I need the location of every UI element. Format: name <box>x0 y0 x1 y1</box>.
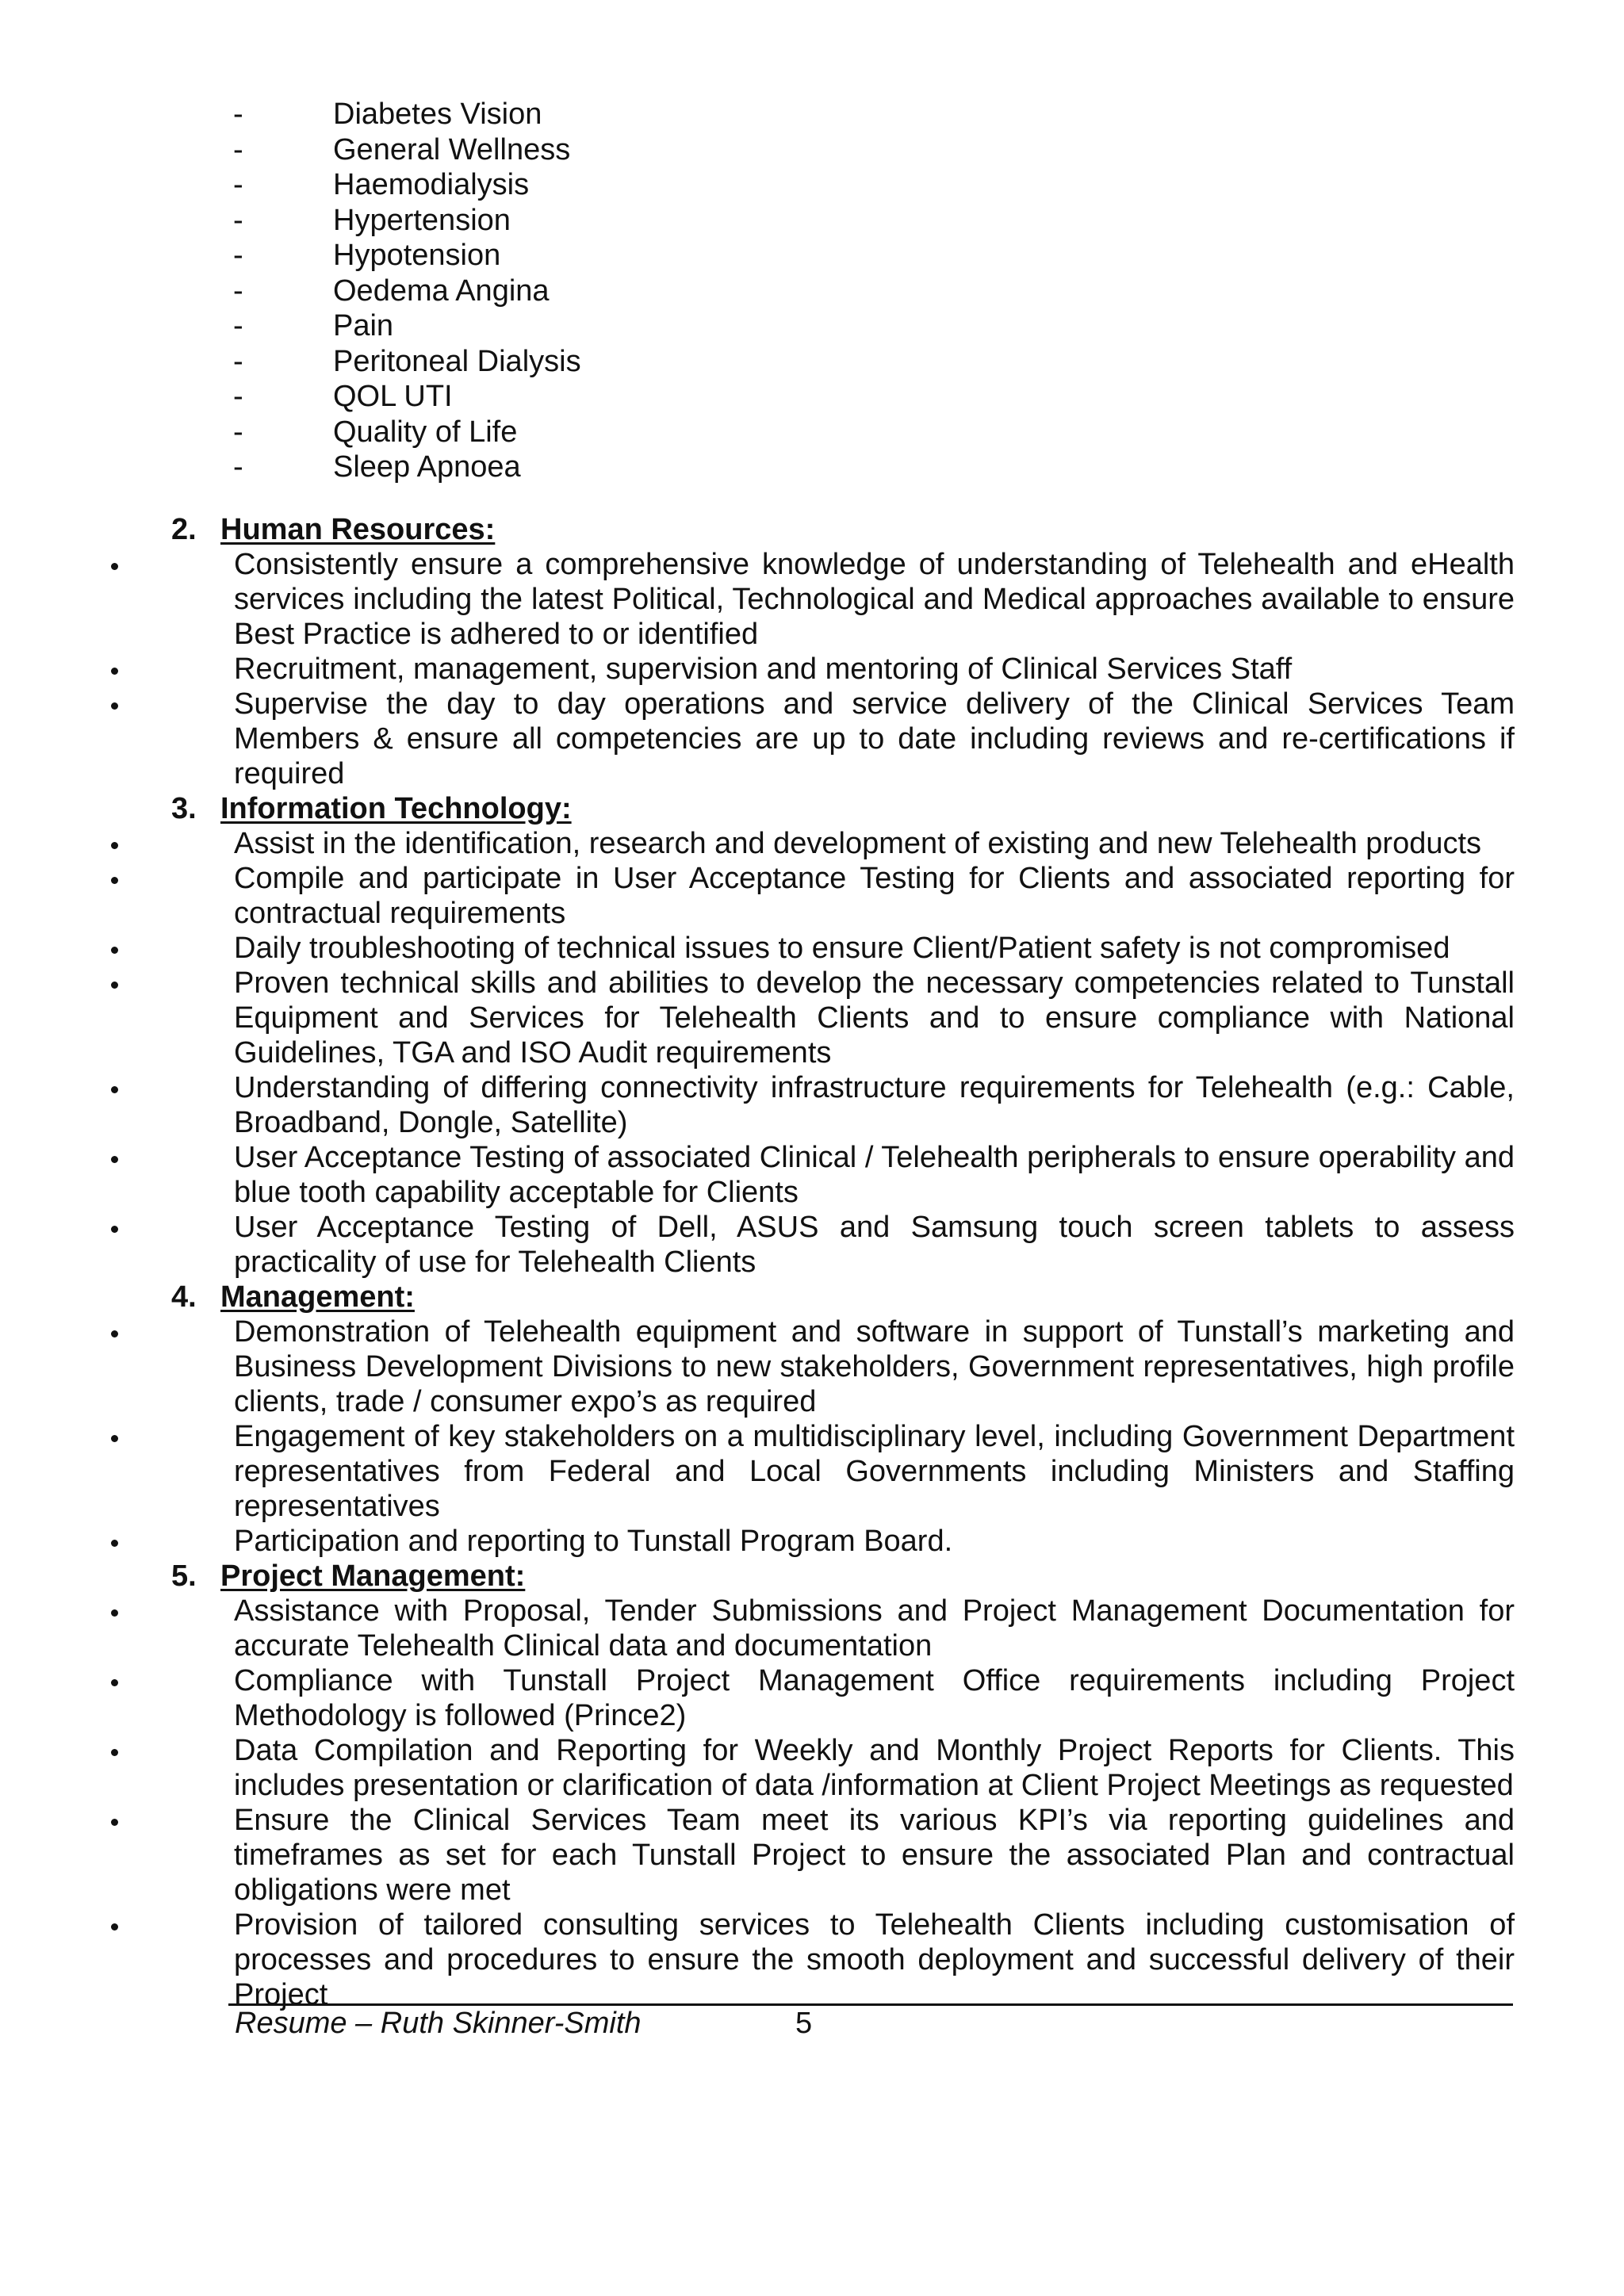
list-item-text: Compile and participate in User Acceptance Testing for Clients and associated reporting for contractual requirements <box>234 861 1515 930</box>
list-item-text: General Wellness <box>333 132 571 166</box>
list-item-text: Quality of Life <box>333 415 518 449</box>
page-content <box>111 97 1515 2012</box>
list-item-text: Hypotension <box>333 239 501 272</box>
list-item-text: Assist in the identification, research and development of existing and new Telehealth products <box>234 826 1482 860</box>
section-human-resources <box>111 512 1515 791</box>
bullet-list <box>111 826 1515 1280</box>
list-item-text: User Acceptance Testing of associated Clinical / Telehealth peripherals to ensure operability and blue tooth capability acceptable for Clients <box>234 1140 1515 1209</box>
list-item <box>111 132 1515 168</box>
bullet-icon <box>111 1679 118 1686</box>
list-item <box>111 203 1515 239</box>
page-number: 5 <box>795 2007 813 2040</box>
list-item <box>111 1210 1515 1280</box>
section-number: 2. <box>171 512 197 546</box>
bullet-list <box>111 547 1515 791</box>
section-information-technology <box>111 791 1515 1280</box>
list-item-text: Demonstration of Telehealth equipment and software in support of Tunstall’s marketing and Business Development Divisions to new stakeholders, Government representatives, high profile clients, trade / consumer expo’s as required <box>234 1314 1515 1418</box>
dash-marker: - <box>233 450 243 484</box>
bullet-list <box>111 1594 1515 2012</box>
list-item <box>111 1419 1515 1524</box>
list-item <box>111 1594 1515 1663</box>
list-item <box>111 274 1515 309</box>
bullet-icon <box>111 947 118 954</box>
list-item <box>111 167 1515 203</box>
bullet-list <box>111 1314 1515 1559</box>
list-item-text: Hypertension <box>333 203 511 237</box>
list-item-text: Haemodialysis <box>333 168 530 201</box>
conditions-list <box>111 97 1515 485</box>
list-item-text: Assistance with Proposal, Tender Submissions and Project Management Documentation for accurate Telehealth Clinical data and documentation <box>234 1594 1515 1663</box>
bullet-icon <box>111 668 118 675</box>
section-heading <box>111 1559 1515 1594</box>
list-item-text: QOL UTI <box>333 380 453 413</box>
list-item <box>111 379 1515 415</box>
list-item-text: Ensure the Clinical Services Team meet its various KPI’s via reporting guidelines and timeframes as set for each Tunstall Project to ensure the associated Plan and contractual obligations were met <box>234 1803 1515 1907</box>
bullet-icon <box>111 1330 118 1337</box>
list-item <box>111 1908 1515 2012</box>
section-heading <box>111 791 1515 826</box>
bullet-icon <box>111 563 118 570</box>
list-item-text: Sleep Apnoea <box>333 450 521 484</box>
list-item <box>111 966 1515 1070</box>
bullet-icon <box>111 1156 118 1163</box>
section-title: Management: <box>220 1280 415 1314</box>
dash-marker: - <box>233 98 243 131</box>
list-item <box>111 687 1515 791</box>
list-item-text: Diabetes Vision <box>333 98 542 131</box>
list-item-text: Pain <box>333 309 394 342</box>
list-item <box>111 1733 1515 1803</box>
list-item <box>111 344 1515 380</box>
section-number: 3. <box>171 791 197 825</box>
list-item-text: User Acceptance Testing of Dell, ASUS and Samsung touch screen tablets to assess practicality of use for Telehealth Clients <box>234 1210 1515 1279</box>
list-item-text: Compliance with Tunstall Project Management Office requirements including Project Methodology is followed (Prince2) <box>234 1663 1515 1732</box>
section-heading <box>111 1280 1515 1314</box>
list-item <box>111 1524 1515 1559</box>
list-item <box>111 652 1515 687</box>
section-number: 5. <box>171 1559 197 1593</box>
list-item-text: Peritoneal Dialysis <box>333 344 581 378</box>
bullet-icon <box>111 842 118 849</box>
list-item <box>111 415 1515 450</box>
bullet-icon <box>111 1086 118 1093</box>
list-item-text: Provision of tailored consulting services to Telehealth Clients including customisation of processes and procedures to ensure the smooth deployment and successful delivery of their Project <box>234 1908 1515 2011</box>
footer-title: Resume – Ruth Skinner-Smith <box>235 2007 642 2040</box>
bullet-icon <box>111 702 118 710</box>
bullet-icon <box>111 877 118 884</box>
dash-marker: - <box>233 168 243 201</box>
list-item-text: Participation and reporting to Tunstall Program Board. <box>234 1524 953 1558</box>
list-item <box>111 97 1515 132</box>
list-item-text: Understanding of differing connectivity infrastructure requirements for Telehealth (e.g.: Cable, Broadband, Dongle, Satellite) <box>234 1070 1515 1139</box>
bullet-icon <box>111 1435 118 1442</box>
bullet-icon <box>111 1540 118 1547</box>
bullet-icon <box>111 1819 118 1826</box>
list-item <box>111 238 1515 274</box>
list-item <box>111 1070 1515 1140</box>
list-item-text: Oedema Angina <box>333 274 550 308</box>
list-item-text: Supervise the day to day operations and service delivery of the Clinical Services Team Members & ensure all competencies are up to date including reviews and re-certifications if required <box>234 687 1515 790</box>
dash-marker: - <box>233 415 243 449</box>
section-title: Information Technology: <box>220 791 572 825</box>
bullet-icon <box>111 1923 118 1931</box>
list-item <box>111 1663 1515 1733</box>
list-item-text: Daily troubleshooting of technical issues to ensure Client/Patient safety is not compromised <box>234 931 1450 965</box>
dash-marker: - <box>233 203 243 237</box>
list-item-text: Recruitment, management, supervision and mentoring of Clinical Services Staff <box>234 652 1293 686</box>
dash-marker: - <box>233 380 243 413</box>
list-item <box>111 1140 1515 1210</box>
dash-marker: - <box>233 344 243 378</box>
list-item <box>111 931 1515 966</box>
list-item-text: Engagement of key stakeholders on a multidisciplinary level, including Government Department representatives from Federal and Local Governments including Ministers and Staffing representatives <box>234 1419 1515 1523</box>
list-item <box>111 1803 1515 1908</box>
dash-marker: - <box>233 132 243 166</box>
list-item-text: Consistently ensure a comprehensive knowledge of understanding of Telehealth and eHealth services including the latest Political, Technological and Medical approaches available to ensure Best Practice is adhered to or identified <box>234 547 1515 651</box>
section-title: Project Management: <box>220 1559 526 1593</box>
section-management <box>111 1280 1515 1559</box>
bullet-icon <box>111 982 118 989</box>
dash-marker: - <box>233 274 243 308</box>
list-item <box>111 450 1515 485</box>
list-item <box>111 1314 1515 1419</box>
bullet-icon <box>111 1609 118 1617</box>
dash-marker: - <box>233 239 243 272</box>
list-item <box>111 826 1515 861</box>
bullet-icon <box>111 1226 118 1233</box>
list-item-text: Proven technical skills and abilities to develop the necessary competencies related to Tunstall Equipment and Services for Telehealth Clients and to ensure compliance with National Guidelines, TGA and ISO Audit requirements <box>234 966 1515 1070</box>
section-project-management <box>111 1559 1515 2012</box>
list-item <box>111 547 1515 652</box>
section-title: Human Resources: <box>220 512 496 546</box>
bullet-icon <box>111 1749 118 1756</box>
list-item <box>111 861 1515 931</box>
list-item-text: Data Compilation and Reporting for Weekly and Monthly Project Reports for Clients. This includes presentation or clarification of data /information at Client Project Meetings as requested <box>234 1733 1515 1802</box>
section-heading <box>111 512 1515 547</box>
dash-marker: - <box>233 309 243 342</box>
list-item <box>111 308 1515 344</box>
section-number: 4. <box>171 1280 197 1314</box>
